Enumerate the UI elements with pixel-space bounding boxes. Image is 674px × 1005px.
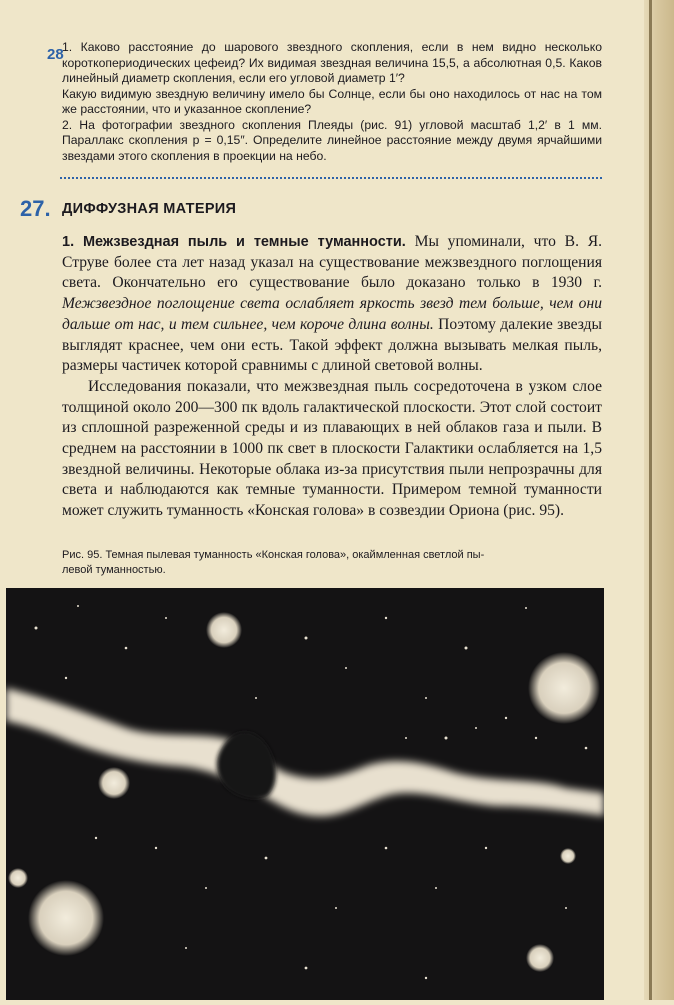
paragraph-text: Поэтому далекие звезды выглядят краснее, чем они есть. Такой эффект должна вызывать мелкая пыль, размеры частичек которой сравнимы с длиной световой волны.: [62, 315, 603, 375]
glow-nebula: [560, 848, 576, 864]
exercise-block: [62, 40, 602, 164]
glow-nebula: [98, 767, 130, 799]
paragraph-1: [62, 232, 602, 377]
exercise-line: несколько короткопериодических цефеид? Их видимая звездная величина: [62, 40, 602, 70]
paragraph-text: Мы упоминали, что В. Я. Струве более ста лет назад указал на существование межзвездного поглощения света. Окончательно его существование было доказано только в 1930 г.: [62, 233, 602, 292]
exercise-line: диаметр 1′?: [337, 71, 405, 85]
glow-nebula: [528, 652, 600, 724]
body-text: [62, 232, 602, 522]
glow-nebula: [526, 944, 554, 972]
exercise-line: 1. Каково расстояние до шарового звездного скопления, если в нем видно: [62, 40, 537, 54]
exercise-line: 15,5, а абсолютная 0,5. Каков линейный диаметр скопления, если его угловой: [62, 55, 602, 85]
caption-line: Рис. 95. Темная пылевая туманность «Конская голова», окаймленная светлой пы-: [62, 549, 485, 561]
exercise-divider: [60, 177, 602, 179]
nebula-illustration: [6, 588, 604, 1000]
glow-nebula: [206, 612, 242, 648]
glow-nebula: [28, 880, 104, 956]
section-number: 27.: [20, 196, 51, 221]
paragraph-italic: Межзвездное поглощение света ослабляет яркость звезд тем больше, чем они дальше от нас, и тем сильнее, чем короче длина волны.: [62, 295, 602, 333]
paragraph-subhead: 1. Межзвездная пыль и темные туманности.: [62, 234, 406, 250]
exercise-task2: [62, 118, 602, 165]
section-title: ДИФФУЗНАЯ МАТЕРИЯ: [62, 201, 237, 217]
exercise-task1: [62, 40, 602, 87]
exercise-line: в 1 мм. Параллакс скопления p = 0,15″. Определите линейное расстояние: [62, 117, 602, 147]
exercise-line: 2. На фотографии звездного скопления Плеяды (рис. 91) угловой масштаб 1,2′: [62, 117, 548, 132]
caption-line: левой туманностью.: [62, 563, 166, 576]
exercise-line: Какую видимую звездную величину имело бы Солнце, если бы оно находилось: [62, 86, 521, 101]
page-fold-line: [649, 0, 652, 1000]
exercise-task1b: [62, 87, 602, 118]
exercise-line: между двумя ярчайшими звездами этого скопления в проекции на небо.: [62, 133, 603, 163]
figure-caption: [62, 548, 602, 577]
paragraph-2: Исследования показали, что межзвездная пыль сосредоточена в узком слое толщиной около 200—300 пк вдоль галактической плоскости. Этот слой состоит из сплошной разреженной среды и из плавающих в ней облаков газа и пыли. В среднем на расстоянии в 1000 пк свет в плоскости Галактики ослабляется на 1,5 звездной величины. Некоторые облака из-за присутствия пыли непрозрачны для света и наблюдаются как темные туманности. Примером темной туманности может служить туманность «Конская голова» в созвездии Ориона (рис. 95).: [62, 377, 602, 520]
horsehead-nebula-photo: [6, 588, 604, 1000]
exercise-line: от нас на том же расстоянии, что и указанное скопление?: [62, 86, 602, 116]
exercise-number: 28: [47, 46, 64, 63]
glow-nebula: [8, 868, 28, 888]
